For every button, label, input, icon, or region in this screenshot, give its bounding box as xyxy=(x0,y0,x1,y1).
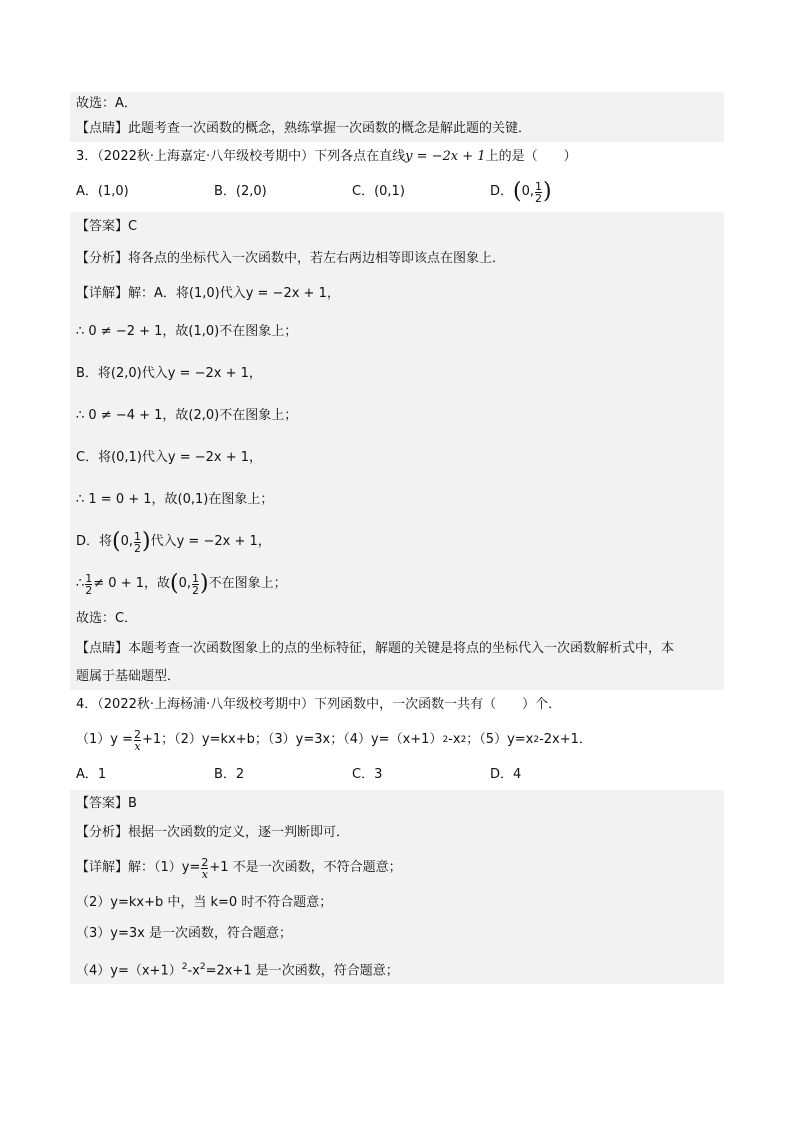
detail-3c: B．将(2,0)代入y = −2x + 1， xyxy=(76,366,262,381)
fraction-half: $\frac{1}{2}$ xyxy=(134,529,142,555)
question-3-options xyxy=(76,172,724,212)
detail-3d: ∴ 0 ≠ −4 + 1，故(2,0)不在图象上； xyxy=(76,408,298,423)
note-line: 【点睛】此题考查一次函数的概念，熟练掌握一次函数的概念是解此题的关键． xyxy=(76,121,532,136)
choice-3: 故选：C． xyxy=(76,611,138,626)
note-3b: 题属于基础题型． xyxy=(76,669,181,684)
question-4-items: （1）y = $\frac{2}{x}$ +1；（2）y=kx+b；（3）y=3x；（4）y=（x+1） 2 -x 2 ；（5）y=x 2 -2x+1． xyxy=(76,727,592,753)
q3-prefix: 3．（2022秋·上海嘉定·八年级校考期中）下列各点在直线 xyxy=(76,149,406,164)
detail-4a: 【详解】解：（1）y= $\frac{2}{x}$ +1 不是一次函数，不符合题意； xyxy=(76,855,402,881)
solution-block-q2 xyxy=(70,92,724,142)
q4-option-c: C．3 xyxy=(352,767,383,782)
analysis-3: 【分析】将各点的坐标代入一次函数中，若左右两边相等即该点在图象上． xyxy=(76,251,506,266)
fraction-half: $\frac{1}{2}$ xyxy=(535,179,543,205)
q4-option-b: B．2 xyxy=(214,767,245,782)
q3-option-d: D． ( 0, $\frac{1}{2}$ ) xyxy=(490,179,552,205)
analysis-4: 【分析】根据一次函数的定义，逐一判断即可． xyxy=(76,825,350,840)
detail-3b: ∴ 0 ≠ −2 + 1，故(1,0)不在图象上； xyxy=(76,324,298,339)
q3-option-d-zero: 0, xyxy=(521,184,535,199)
choice-line: 故选：A． xyxy=(76,96,137,111)
detail-3a: 【详解】解：A．将(1,0)代入y = −2x + 1， xyxy=(76,286,340,301)
q3-option-c: C．(0,1) xyxy=(352,184,405,199)
fraction-two-over-x: $\frac{2}{x}$ xyxy=(201,855,209,881)
document-page xyxy=(70,92,724,984)
detail-4d: $(4)y=(x+1)^2-x^2=2x+1$ 是一次函数，符合题意； xyxy=(76,962,399,979)
detail-3g: D．将 ( 0, $\frac{1}{2}$ ) 代入y = −2x + 1， xyxy=(76,529,271,555)
solution-block-q3 xyxy=(70,212,724,690)
question-4 xyxy=(70,690,724,790)
solution-block-q4 xyxy=(70,790,724,984)
q4-option-d: D．4 xyxy=(490,767,522,782)
answer-3: 【答案】C xyxy=(76,219,138,234)
question-4-options xyxy=(76,760,724,790)
detail-3f: ∴ 1 = 0 + 1，故(0,1)在图象上； xyxy=(76,492,274,507)
q3-suffix: 上的是（ ） xyxy=(485,149,577,164)
q3-option-b: B．(2,0) xyxy=(214,184,267,199)
question-3-stem xyxy=(76,142,724,172)
q4-option-a: A．1 xyxy=(76,767,107,782)
fraction-half: $\frac{1}{2}$ xyxy=(85,571,93,597)
answer-4: 【答案】B xyxy=(76,796,137,811)
q3-equation: y = −2x + 1 xyxy=(405,149,486,164)
q3-option-a: A．(1,0) xyxy=(76,184,129,199)
detail-3e: C．将(0,1)代入y = −2x + 1， xyxy=(76,450,263,465)
question-3 xyxy=(70,142,724,212)
detail-4b: （2）y=kx+b 中，当 k=0 时不符合题意； xyxy=(76,895,333,910)
fraction-two-over-x: $\frac{2}{x}$ xyxy=(134,727,141,753)
fraction-half: $\frac{1}{2}$ xyxy=(192,571,200,597)
note-3a: 【点睛】本题考查一次函数图象上的点的坐标特征，解题的关键是将点的坐标代入一次函数解析式中，本 xyxy=(76,641,675,656)
detail-4c: （3）y=3x 是一次函数，符合题意； xyxy=(76,926,292,941)
question-4-stem: 4．（2022秋·上海杨浦·八年级校考期中）下列函数中，一次函数一共有（ ）个． xyxy=(76,697,562,712)
detail-3h: ∴ $\frac{1}{2}$ ≠ 0 + 1，故 ( 0, $\frac{1}{2}$ ) 不在图象上； xyxy=(76,571,287,597)
